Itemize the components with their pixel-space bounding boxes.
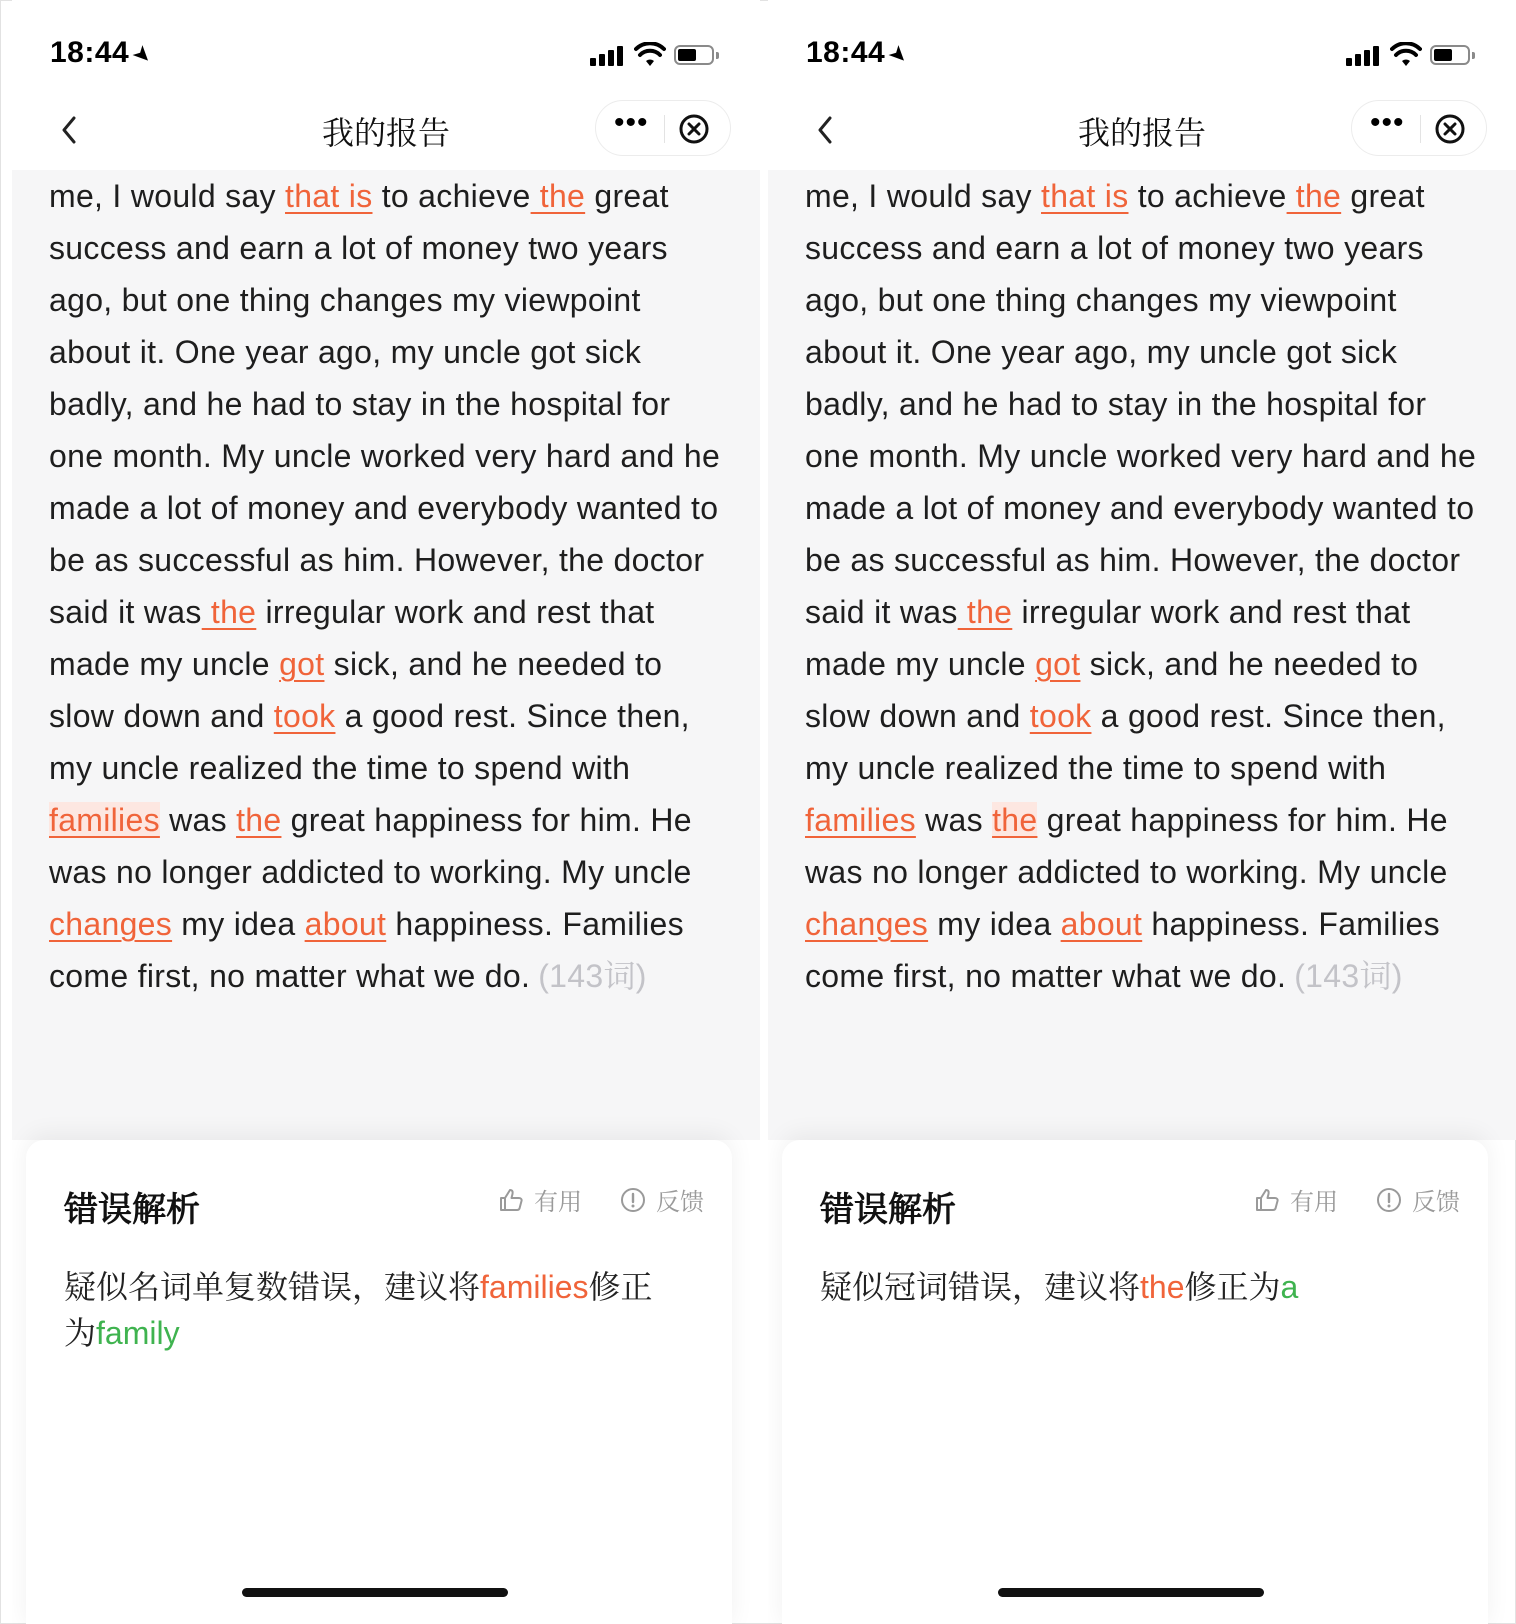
useful-button[interactable] (1254, 1182, 1338, 1217)
time-text: 18:44 (806, 36, 886, 69)
time-text: 18:44 (50, 36, 130, 69)
analysis-segment: 修正为 (64, 1269, 653, 1351)
essay-segment: irregular work and rest that made my uncle (805, 594, 1411, 682)
home-indicator[interactable] (242, 1588, 508, 1597)
capsule-divider (1420, 115, 1421, 143)
home-indicator[interactable] (998, 1588, 1264, 1597)
error-analysis-panel (26, 1140, 732, 1624)
feedback-label: 反馈 (656, 1189, 704, 1216)
original-word: the (1140, 1269, 1185, 1305)
close-mini-program-icon[interactable] (678, 113, 710, 145)
essay-segment: happiness. Families come first, no matter what we do. (805, 906, 1440, 994)
error-word[interactable]: got (1035, 646, 1081, 682)
status-time (806, 36, 915, 71)
useful-label: 有用 (534, 1189, 582, 1216)
suggested-word: family (96, 1315, 180, 1351)
essay-segment: my idea (928, 906, 1061, 942)
essay-segment: great happiness for him. He was no longer addicted to working. My uncle (49, 802, 692, 890)
battery-icon (674, 45, 714, 65)
cellular-signal-icon (590, 44, 624, 66)
location-arrow-icon: ➤ (883, 39, 915, 71)
menu-capsule (595, 100, 731, 156)
alert-circle-icon (1376, 1187, 1402, 1213)
feedback-label: 反馈 (1412, 1189, 1460, 1216)
error-word[interactable]: the (1286, 178, 1342, 214)
page-title: 我的报告 (321, 115, 450, 151)
error-word[interactable]: the (201, 594, 257, 630)
panel-title: 错误解析 (820, 1191, 956, 1229)
capsule-divider (664, 115, 665, 143)
nav-bar (768, 92, 1516, 170)
essay-area (768, 170, 1516, 1140)
thumbs-up-icon (498, 1187, 524, 1213)
error-word[interactable]: the (957, 594, 1013, 630)
essay-segment: a good rest. Since then, my uncle realized the time to spend with (49, 698, 690, 786)
essay-segment: great success and earn a lot of money two years ago, but one thing changes my viewpoint about it. One year ago, my uncle got sick badly, and he had to stay in the hospital for one month. My uncle worked very hard and he made a lot of money and everybody wanted to be as successful as him. However, the doctor said it was (805, 178, 1477, 630)
close-mini-program-icon[interactable] (1434, 113, 1466, 145)
essay-segment: sick, and he needed to slow down and (805, 646, 1419, 734)
essay-segment: me, I would say (805, 178, 1042, 214)
essay-segment: to achieve (372, 178, 531, 214)
cellular-signal-icon (1346, 44, 1380, 66)
essay-segment: great happiness for him. He was no longer addicted to working. My uncle (805, 802, 1448, 890)
error-word[interactable]: that is (285, 178, 373, 214)
error-word[interactable]: got (279, 646, 325, 682)
analysis-segment: 修正为 (1184, 1269, 1281, 1305)
useful-button[interactable] (498, 1182, 582, 1217)
essay-area (12, 170, 760, 1140)
essay-segment: great success and earn a lot of money two years ago, but one thing changes my viewpoint about it. One year ago, my uncle got sick badly, and he had to stay in the hospital for one month. My uncle worked very hard and he made a lot of money and everybody wanted to be as successful as him. However, the doctor said it was (49, 178, 721, 630)
status-bar (768, 0, 1516, 92)
more-icon[interactable]: ••• (614, 106, 649, 139)
essay-text (805, 170, 1485, 1002)
word-count: (143词) (538, 958, 647, 994)
essay-segment: sick, and he needed to slow down and (49, 646, 663, 734)
wifi-icon (1390, 42, 1422, 68)
thumbs-up-icon (1254, 1187, 1280, 1213)
more-icon[interactable]: ••• (1370, 106, 1405, 139)
essay-segment: happiness. Families come first, no matter what we do. (49, 906, 684, 994)
error-word[interactable]: changes (49, 906, 173, 942)
essay-segment: me, I would say (49, 178, 286, 214)
essay-segment: was (915, 802, 993, 838)
status-bar (12, 0, 760, 92)
location-arrow-icon: ➤ (127, 39, 159, 71)
error-word[interactable]: about (1060, 906, 1143, 942)
phone-screen-1 (12, 0, 760, 1624)
phone-screen-2 (768, 0, 1516, 1624)
error-analysis-panel (782, 1140, 1488, 1624)
essay-segment: my idea (172, 906, 305, 942)
error-word[interactable]: the (236, 802, 282, 838)
essay-text (49, 170, 729, 1002)
error-word[interactable]: families (49, 802, 160, 838)
error-word[interactable]: families (805, 802, 916, 838)
alert-circle-icon (620, 1187, 646, 1213)
error-word[interactable]: that is (1041, 178, 1129, 214)
essay-segment: irregular work and rest that made my uncle (49, 594, 655, 682)
error-word[interactable]: changes (805, 906, 929, 942)
suggested-word: a (1280, 1269, 1299, 1305)
useful-label: 有用 (1290, 1189, 1338, 1216)
essay-segment: to achieve (1128, 178, 1287, 214)
analysis-segment: 疑似冠词错误，建议将 (820, 1269, 1141, 1305)
error-word[interactable]: took (1029, 698, 1092, 734)
nav-bar (12, 92, 760, 170)
panel-title: 错误解析 (64, 1191, 200, 1229)
analysis-text (64, 1264, 684, 1356)
analysis-text (820, 1264, 1440, 1310)
error-word[interactable]: took (273, 698, 336, 734)
analysis-segment: 疑似名词单复数错误，建议将 (64, 1269, 481, 1305)
battery-icon (1430, 45, 1470, 65)
feedback-button[interactable] (620, 1182, 704, 1217)
essay-segment: a good rest. Since then, my uncle realized the time to spend with (805, 698, 1446, 786)
word-count: (143词) (1294, 958, 1403, 994)
status-time (50, 36, 159, 71)
menu-capsule (1351, 100, 1487, 156)
essay-segment: was (159, 802, 237, 838)
original-word: families (480, 1269, 589, 1305)
error-word[interactable]: the (992, 802, 1038, 838)
wifi-icon (634, 42, 666, 68)
error-word[interactable]: the (530, 178, 586, 214)
page-title: 我的报告 (1077, 115, 1206, 151)
feedback-button[interactable] (1376, 1182, 1460, 1217)
error-word[interactable]: about (304, 906, 387, 942)
